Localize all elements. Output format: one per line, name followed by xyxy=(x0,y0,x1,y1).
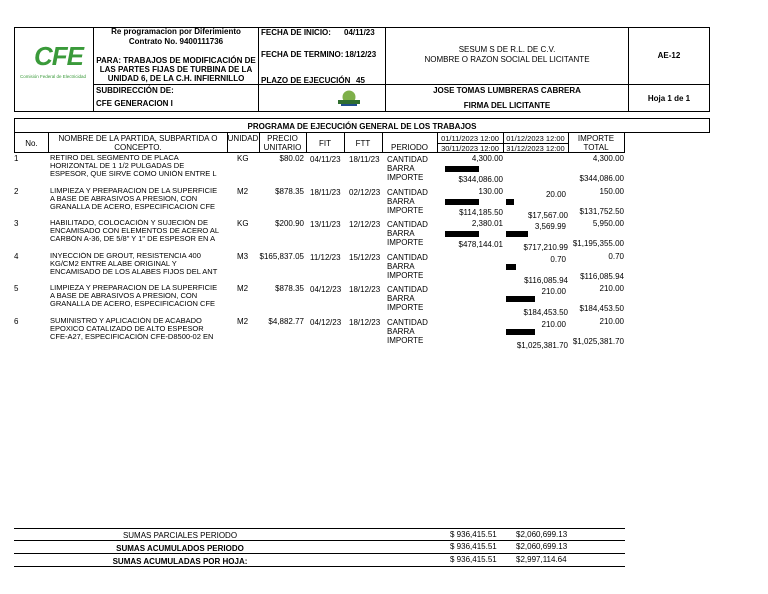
row-p1-cantidad: 4,300.00 xyxy=(471,154,503,163)
col-nombre-2: CONCEPTO. xyxy=(114,143,162,152)
row-label-importe: IMPORTE xyxy=(387,271,424,280)
row-label-importe: IMPORTE xyxy=(387,238,424,247)
row-ftt: 18/12/23 xyxy=(349,285,381,294)
row-label-barra: BARRA xyxy=(387,229,415,238)
row-no: 1 xyxy=(14,154,19,163)
row-p1-importe: $344,086.00 xyxy=(458,175,503,184)
row-p1-bar xyxy=(445,231,479,237)
row-precio: $878.35 xyxy=(275,187,304,196)
row-p2-cantidad: 20.00 xyxy=(545,190,566,199)
row-p2-importe: $116,085.94 xyxy=(524,276,568,285)
row-description-line: GRANALLA DE ACERO, ESPECIFICACION CFE xyxy=(50,203,216,211)
row-fit: 04/11/23 xyxy=(310,155,341,164)
row-p1-importe: $478,144.01 xyxy=(458,240,503,249)
row-no: 2 xyxy=(14,187,19,196)
row-p1-cantidad: 130.00 xyxy=(478,187,503,196)
totals-accum-p1: $ 936,415.51 xyxy=(450,542,497,551)
row-ftt: 18/11/23 xyxy=(349,155,380,164)
col-importe-2: TOTAL xyxy=(583,143,609,152)
totals-label-accum: SUMAS ACUMULADOS PERIODO xyxy=(116,544,244,553)
row-p2-importe: $1,025,381.70 xyxy=(516,341,568,350)
row-description-line: CFE-A27, ESPECIFICACIÓN CFE-D8500-02 EN xyxy=(50,333,214,341)
row-label-importe: IMPORTE xyxy=(387,336,424,345)
row-total-cantidad: 4,300.00 xyxy=(592,154,624,163)
row-ftt: 12/12/23 xyxy=(349,220,381,229)
row-description-line: SUMINISTRO Y APLICACIÓN DE ACABADO xyxy=(50,317,202,325)
row-p2-bar xyxy=(506,264,516,270)
row-description-line: HABILITADO, COLOCACIÓN Y SUJECIÓN DE xyxy=(50,219,208,227)
plazo-label: PLAZO DE EJECUCIÓN xyxy=(261,76,351,85)
title-line-4: LAS PARTES FIJAS DE TURBINA DE LA xyxy=(99,65,253,74)
cfe-logo-mark: CFE xyxy=(34,41,83,71)
company-caption: NOMBRE O RAZON SOCIAL DEL LICITANTE xyxy=(424,55,590,64)
row-ftt: 15/12/23 xyxy=(349,253,381,262)
totals-partial-p1: $ 936,415.51 xyxy=(450,530,497,539)
totals-label-sheet: SUMAS ACUMULADAS POR HOJA: xyxy=(112,557,248,566)
title-line-1: Re programacion por Diferimiento xyxy=(111,27,241,36)
row-ftt: 02/12/23 xyxy=(349,188,381,197)
row-label-importe: IMPORTE xyxy=(387,173,424,182)
totals-accum-p2: $2,060,699.13 xyxy=(516,542,568,551)
fecha-inicio-value: 04/11/23 xyxy=(344,28,375,37)
row-total-importe: $1,025,381.70 xyxy=(572,337,624,346)
row-total-importe: $116,085.94 xyxy=(580,272,624,281)
row-label-cantidad: CANTIDAD xyxy=(387,188,428,197)
row-description-line: INYECCIÓN DE GROUT, RESISTENCIA 400 xyxy=(50,252,201,260)
row-p2-cantidad: 3,569.99 xyxy=(534,222,566,231)
row-fit: 13/11/23 xyxy=(310,220,341,229)
row-label-barra: BARRA xyxy=(387,294,415,303)
row-p2-cantidad: 210.00 xyxy=(541,287,566,296)
row-label-barra: BARRA xyxy=(387,197,415,206)
row-description-line: A BASE DE ABRASIVOS A PRESION, CON xyxy=(50,292,198,300)
col-periodo: PERIODO xyxy=(391,143,428,152)
row-p2-cantidad: 0.70 xyxy=(550,255,566,264)
signer-name: JOSE TOMAS LUMBRERAS CABRERA xyxy=(433,86,581,95)
row-no: 3 xyxy=(14,219,19,228)
row-description-line: LIMPIEZA Y PREPARACION DE LA SUPERFICIE xyxy=(50,284,218,292)
row-ftt: 18/12/23 xyxy=(349,318,381,327)
fecha-termino-value: 18/12/23 xyxy=(345,50,377,59)
row-p2-bar xyxy=(506,199,514,205)
row-no: 5 xyxy=(14,284,19,293)
title-line-3: PARA: TRABAJOS DE MODIFICACIÓN DE xyxy=(96,56,256,65)
totals-sheet-p1: $ 936,415.51 xyxy=(450,555,497,564)
row-total-importe: $131,752.50 xyxy=(579,207,624,216)
row-p1-bar xyxy=(445,166,479,172)
row-total-cantidad: 210.00 xyxy=(599,317,624,326)
signer-caption: FIRMA DEL LICITANTE xyxy=(463,101,551,110)
row-label-importe: IMPORTE xyxy=(387,206,424,215)
row-description-line: ESPESOR, QUE SIRVE COMO UNIÓN ENTRE L xyxy=(50,170,217,178)
totals-label-partial: SUMAS PARCIALES PERIODO xyxy=(122,531,238,540)
col-no: No. xyxy=(25,139,38,148)
row-precio: $80.02 xyxy=(279,154,304,163)
row-p2-cantidad: 210.00 xyxy=(541,320,566,329)
row-precio: $200.90 xyxy=(275,219,304,228)
col-precio-1: PRECIO xyxy=(267,134,298,143)
row-p2-bar xyxy=(506,329,535,335)
row-unidad: KG xyxy=(237,219,249,228)
row-label-barra: BARRA xyxy=(387,262,415,271)
program-title: PROGRAMA DE EJECUCIÓN GENERAL DE LOS TRABAJOS xyxy=(247,122,477,131)
row-description-line: EPOXICO CATALIZADO DE ALTO ESPESOR xyxy=(50,325,204,333)
row-fit: 18/11/23 xyxy=(310,188,341,197)
row-total-importe: $184,453.50 xyxy=(579,304,624,313)
row-label-barra: BARRA xyxy=(387,327,415,336)
fecha-termino-label: FECHA DE TERMINO: xyxy=(261,50,344,59)
row-description-line: CARBÓN A-36, DE 5/8" Y 1" DE ESPESOR EN A xyxy=(50,235,216,243)
subdireccion-label: SUBDIRECCIÓN DE: xyxy=(96,86,174,95)
form-code: AE-12 xyxy=(657,51,681,60)
row-description-line: A BASE DE ABRASIVOS A PRESION, CON xyxy=(50,195,198,203)
row-label-importe: IMPORTE xyxy=(387,303,424,312)
row-description-line: LIMPIEZA Y PREPARACION DE LA SUPERFICIE xyxy=(50,187,218,195)
col-period-2-start: 01/12/2023 12:00 xyxy=(506,134,565,143)
col-period-1-start: 01/11/2023 12:00 xyxy=(441,134,499,143)
row-precio: $878.35 xyxy=(275,284,304,293)
row-p2-importe: $17,567.00 xyxy=(527,211,568,220)
totals-partial-p2: $2,060,699.13 xyxy=(516,530,568,539)
row-total-importe: $344,086.00 xyxy=(579,174,624,183)
col-nombre-1: NOMBRE DE LA PARTIDA, SUBPARTIDA O xyxy=(58,134,218,143)
row-description-line: ENCAMISADO DE LOS ALABES FIJOS DEL ANT xyxy=(50,268,218,276)
row-label-cantidad: CANTIDAD xyxy=(387,220,428,229)
row-fit: 04/12/23 xyxy=(310,285,342,294)
row-label-cantidad: CANTIDAD xyxy=(387,155,428,164)
title-line-5: UNIDAD 6, DE LA C.H. INFIERNILLO xyxy=(107,74,245,83)
col-ftt: FTT xyxy=(355,139,371,148)
col-importe-1: IMPORTE xyxy=(577,134,615,143)
company-name: SESUM S DE R.L. DE C.V. xyxy=(458,45,556,54)
row-unidad: M3 xyxy=(237,252,249,261)
row-total-cantidad: 150.00 xyxy=(599,187,624,196)
row-total-cantidad: 5,950.00 xyxy=(592,219,624,228)
row-total-importe: $1,195,355.00 xyxy=(572,239,624,248)
col-precio-2: UNITARIO xyxy=(263,143,302,152)
row-label-cantidad: CANTIDAD xyxy=(387,253,428,262)
row-label-cantidad: CANTIDAD xyxy=(387,285,428,294)
col-fit: FIT xyxy=(319,139,331,148)
row-description-line: ENCAMISADO CON ELEMENTOS DE ACERO AL xyxy=(50,227,220,235)
row-total-cantidad: 210.00 xyxy=(599,284,624,293)
row-precio: $4,882.77 xyxy=(268,317,304,326)
row-p2-bar xyxy=(506,296,535,302)
row-p1-cantidad: 2,380.01 xyxy=(471,219,503,228)
row-p2-importe: $717,210.99 xyxy=(523,243,568,252)
row-p1-importe: $114,185.50 xyxy=(459,208,503,217)
row-unidad: M2 xyxy=(237,187,249,196)
title-line-2: Contrato No. 9400111736 xyxy=(128,37,224,46)
row-precio: $165,837.05 xyxy=(259,252,304,261)
row-description-line: GRANALLA DE ACERO, ESPECIFICACION CFE xyxy=(50,300,216,308)
col-unidad: UNIDAD xyxy=(227,134,259,143)
cfe-logo-caption: Comisión Federal de Electricidad xyxy=(20,74,87,79)
row-unidad: M2 xyxy=(237,284,249,293)
row-unidad: M2 xyxy=(237,317,249,326)
row-p2-bar xyxy=(506,231,528,237)
row-label-barra: BARRA xyxy=(387,164,415,173)
totals-sheet-p2: $2,997,114.64 xyxy=(516,555,567,564)
row-no: 6 xyxy=(14,317,19,326)
page-label: Hoja 1 de 1 xyxy=(647,94,691,103)
row-unidad: KG xyxy=(237,154,249,163)
cfe-emblem xyxy=(336,88,362,107)
row-description-line: KG/CM2 ENTRE ALABE ORIGINAL Y xyxy=(50,260,177,268)
row-p2-importe: $184,453.50 xyxy=(523,308,568,317)
row-description-line: HORIZONTAL DE 1 1/2 PULGADAS DE xyxy=(50,162,185,170)
cfe-logo xyxy=(20,40,86,86)
fecha-inicio-label: FECHA DE INICIO: xyxy=(261,28,331,37)
row-description-line: RETIRO DEL SEGMENTO DE PLACA xyxy=(50,154,179,162)
row-fit: 11/12/23 xyxy=(310,253,341,262)
col-period-1-end: 30/11/2023 12:00 xyxy=(441,144,499,153)
row-label-cantidad: CANTIDAD xyxy=(387,318,428,327)
subdireccion-value: CFE GENERACION I xyxy=(96,99,173,108)
row-p1-bar xyxy=(445,199,479,205)
row-fit: 04/12/23 xyxy=(310,318,342,327)
col-period-2-end: 31/12/2023 12:00 xyxy=(506,144,565,153)
row-no: 4 xyxy=(14,252,19,261)
plazo-value: 45 xyxy=(356,76,365,85)
row-total-cantidad: 0.70 xyxy=(608,252,624,261)
